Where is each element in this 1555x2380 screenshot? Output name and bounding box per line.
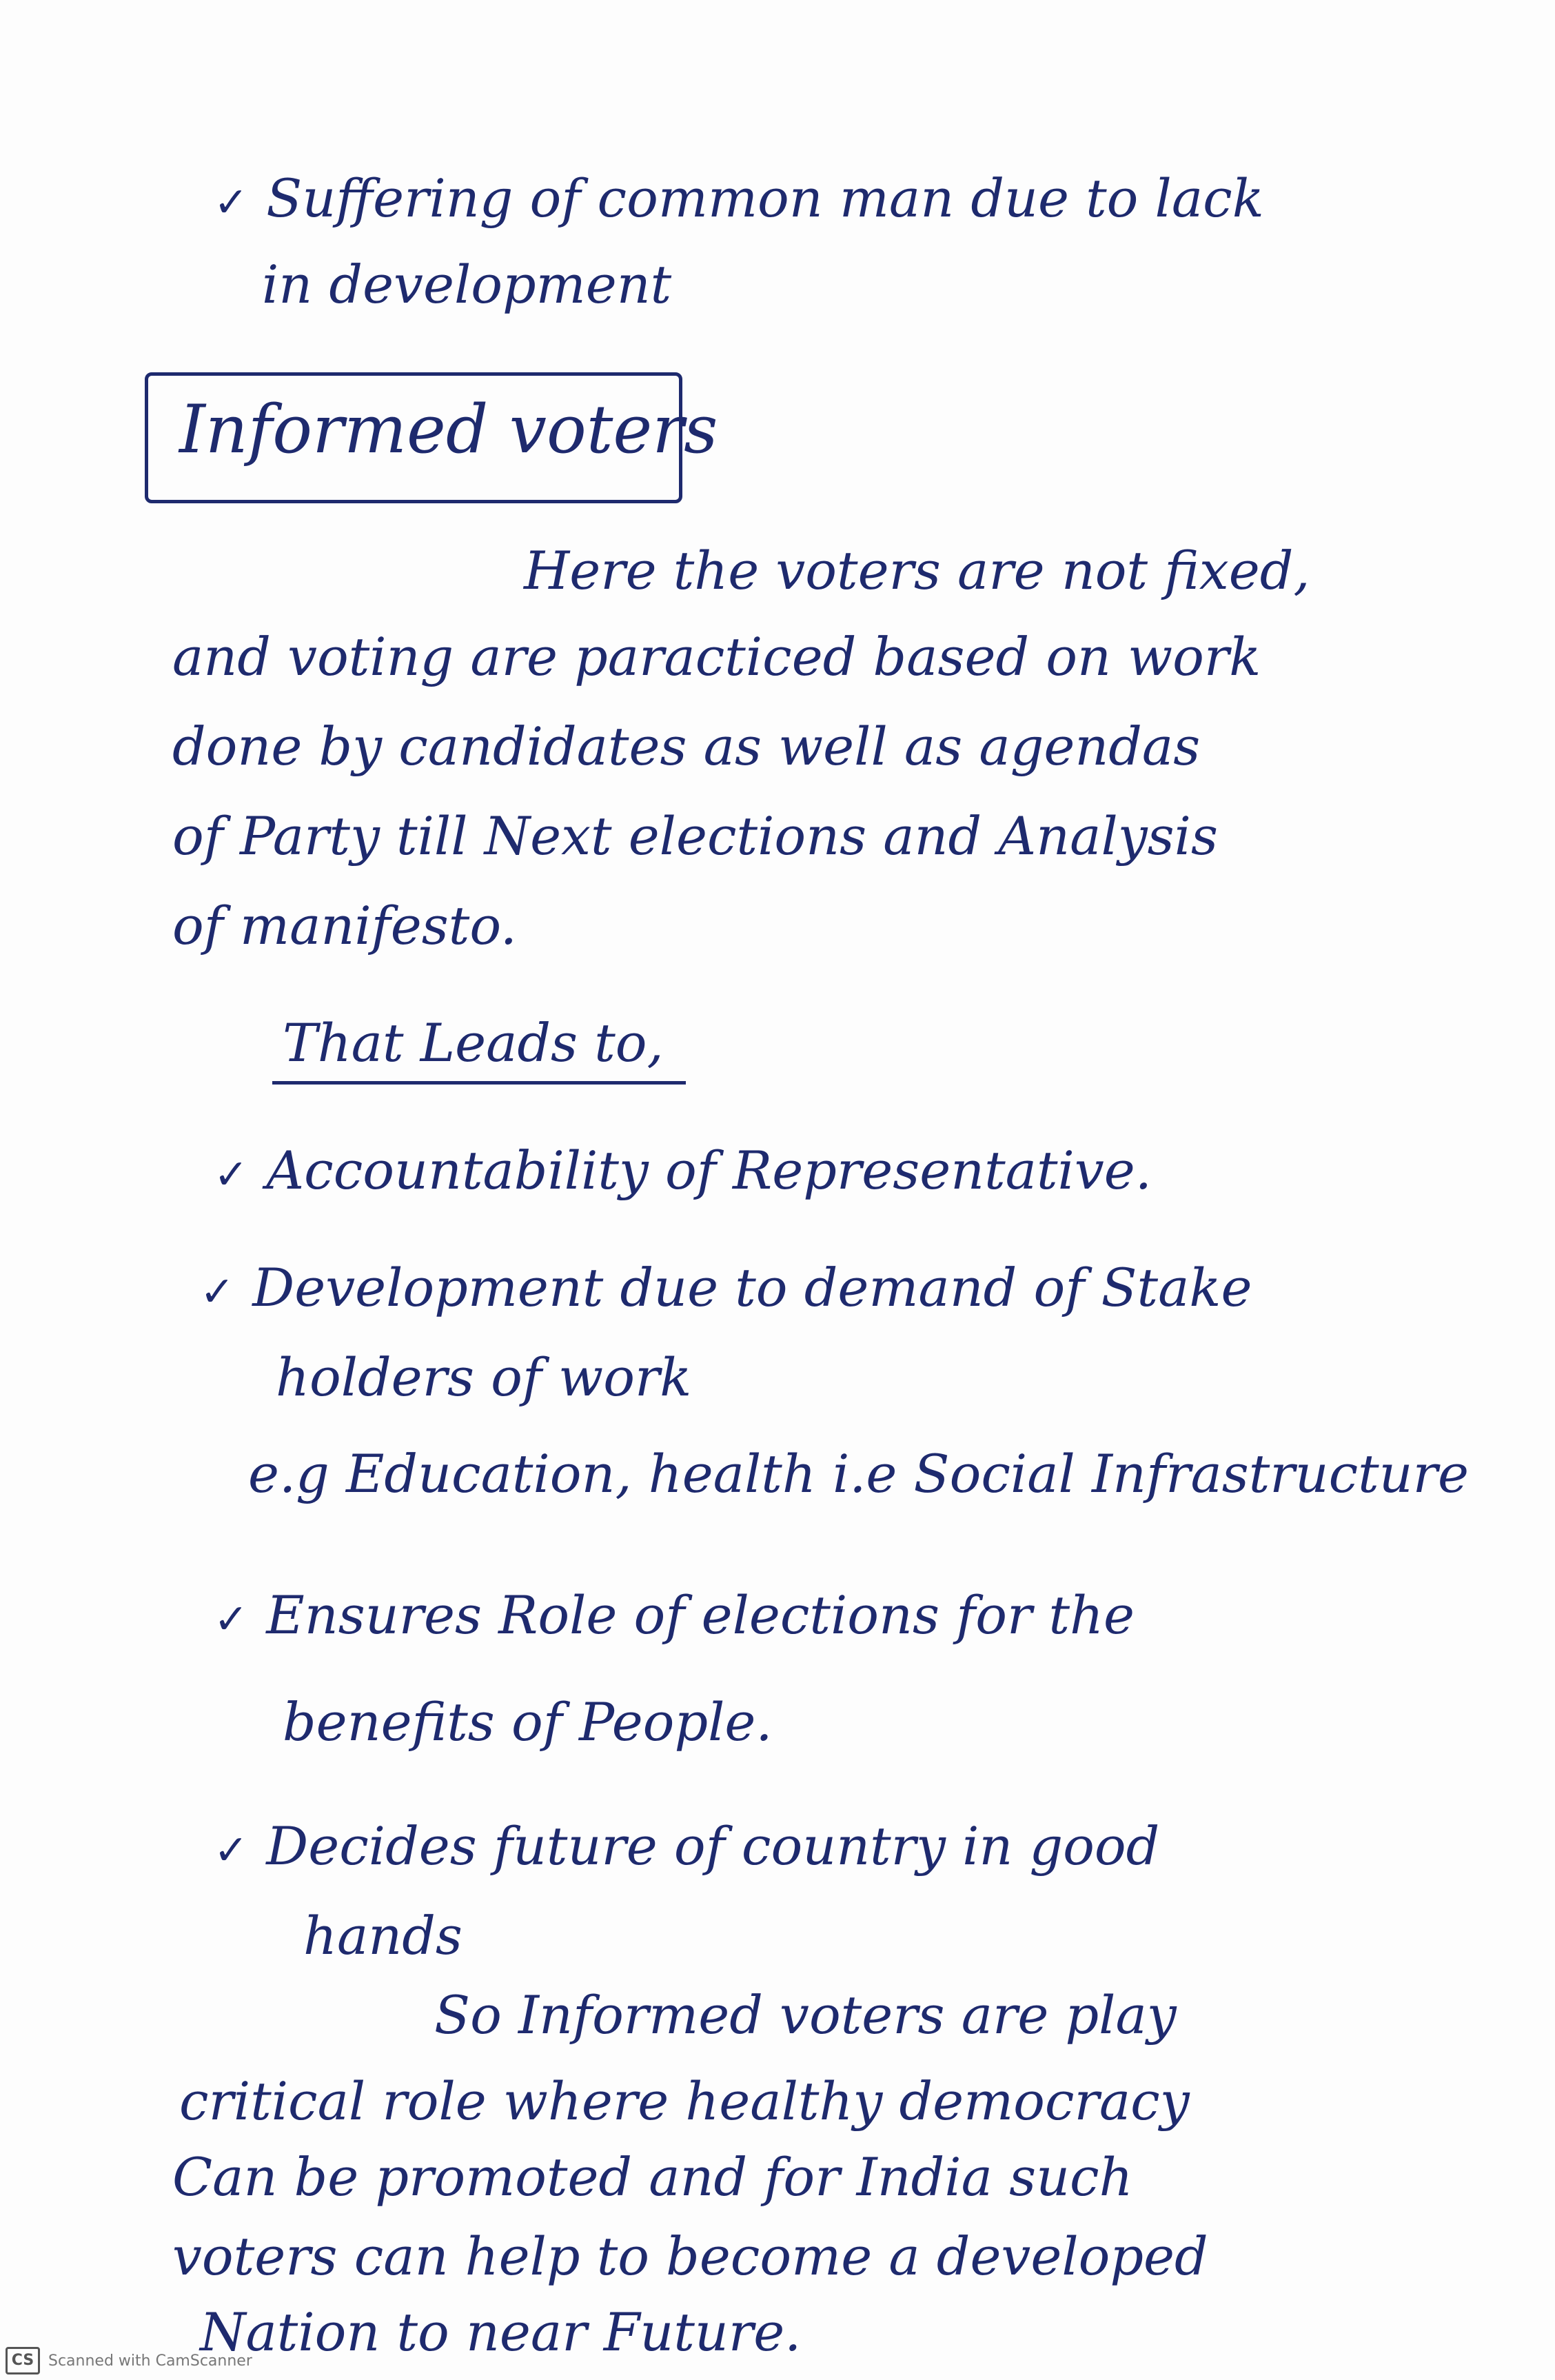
conclusion-line: Can be promoted and for India such: [172, 2146, 1133, 2208]
bullet-ensures-line1: ✓ Ensures Role of elections for the: [214, 1584, 1135, 1646]
watermark-text: Scanned with CamScanner: [48, 2352, 252, 2370]
bullet-development-line2: holders of work: [276, 1347, 692, 1408]
bullet-development-line1: ✓ Development due to demand of Stake: [200, 1257, 1252, 1318]
conclusion-line: Nation to near Future.: [200, 2301, 802, 2363]
bullet-ensures-line2: benefits of People.: [283, 1691, 773, 1753]
check-icon: ✓: [200, 1268, 235, 1316]
camscanner-watermark: [6, 2347, 252, 2374]
paragraph-line: done by candidates as well as agendas: [172, 716, 1201, 777]
leads-to-text: That Leads to,: [283, 1012, 664, 1073]
paragraph-line: and voting are paracticed based on work: [172, 626, 1261, 687]
conclusion-line: voters can help to become a developed: [172, 2226, 1208, 2287]
conclusion-line: So Informed voters are play: [434, 1984, 1177, 2046]
bullet-accountability: ✓ Accountability of Representative.: [214, 1140, 1152, 1201]
section-heading: Informed voters: [179, 391, 718, 468]
bullet-decides-line2: hands: [303, 1905, 463, 1966]
check-icon: ✓: [214, 1826, 249, 1875]
paragraph-line: Here the voters are not fixed,: [524, 540, 1310, 601]
check-icon: ✓: [214, 1151, 249, 1199]
example-line: e.g Education, health i.e Social Infrastructure: [248, 1443, 1469, 1504]
leads-to-underline: [272, 1081, 686, 1085]
conclusion-line: critical role where healthy democracy: [179, 2070, 1190, 2132]
bullet-suffering-line2: in development: [262, 254, 672, 315]
check-icon: ✓: [214, 1595, 249, 1644]
camscanner-logo-icon: CS: [6, 2347, 40, 2374]
paragraph-line: of manifesto.: [172, 895, 517, 956]
paragraph-line: of Party till Next elections and Analysis: [172, 805, 1218, 867]
bullet-suffering-line1: ✓ Suffering of common man due to lack: [214, 168, 1264, 229]
bullet-decides-line1: ✓ Decides future of country in good: [214, 1815, 1160, 1877]
check-icon: ✓: [214, 179, 249, 227]
